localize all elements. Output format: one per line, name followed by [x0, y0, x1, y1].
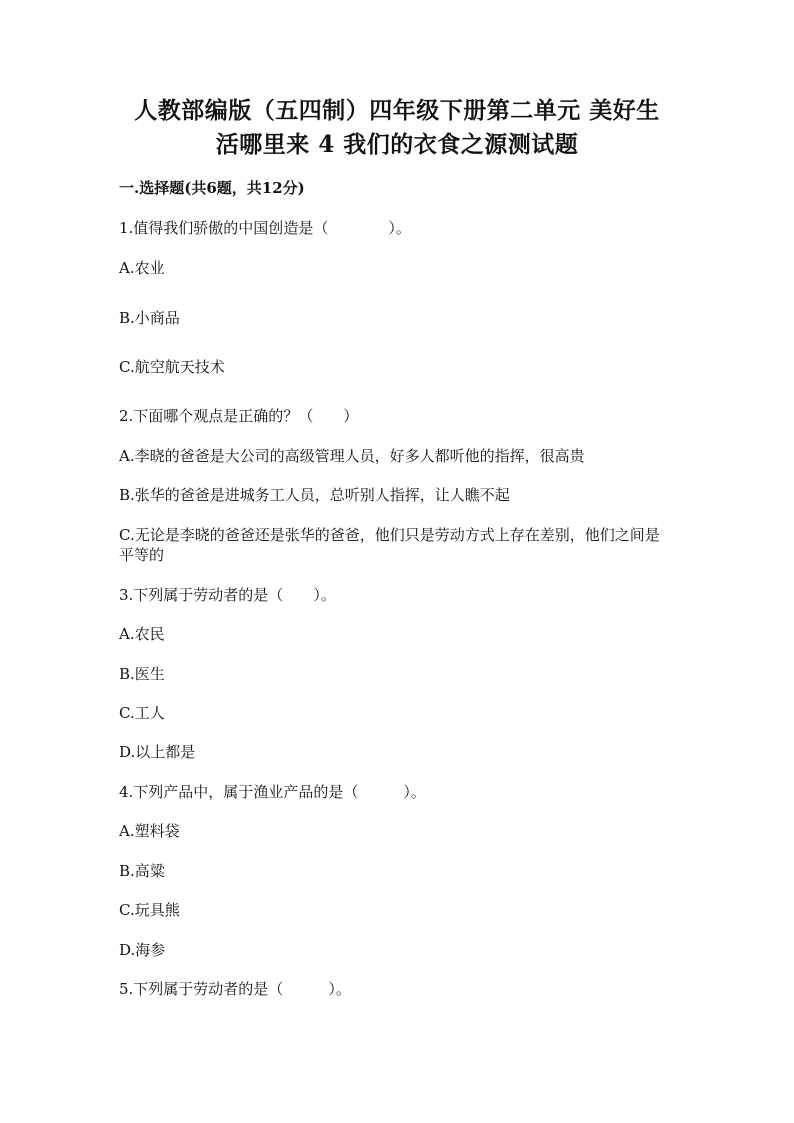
- question-4-stem: 4.下列产品中，属于渔业产品的是（ ）。: [119, 783, 426, 801]
- question-3-option-b: B.医生: [119, 665, 165, 683]
- question-4-option-d: D.海参: [119, 941, 166, 959]
- question-1-option-c: C.航空航天技术: [119, 358, 225, 376]
- question-3-stem: 3.下列属于劳动者的是（ ）。: [119, 586, 336, 604]
- question-2-option-a: A.李晓的爸爸是大公司的高级管理人员，好多人都听他的指挥，很高贵: [119, 447, 585, 465]
- question-1-stem: 1.值得我们骄傲的中国创造是（ ）。: [119, 219, 411, 237]
- question-1-option-b: B.小商品: [119, 309, 180, 327]
- question-4-option-a: A.塑料袋: [119, 822, 180, 840]
- question-3-option-c: C.工人: [119, 704, 165, 722]
- page-title-line-1: 人教部编版（五四制）四年级下册第二单元 美好生: [134, 97, 660, 124]
- question-3-option-d: D.以上都是: [119, 743, 196, 761]
- question-5-stem: 5.下列属于劳动者的是（ ）。: [119, 980, 351, 998]
- page-title-line-2: 活哪里来 4 我们的衣食之源测试题: [215, 131, 579, 158]
- question-2-stem: 2.下面哪个观点是正确的？（ ）: [119, 407, 359, 425]
- question-2-option-b: B.张华的爸爸是进城务工人员，总听别人指挥，让人瞧不起: [119, 486, 510, 504]
- question-1-option-a: A.农业: [119, 259, 165, 277]
- question-4-option-c: C.玩具熊: [119, 901, 180, 919]
- question-4-option-b: B.高粱: [119, 862, 165, 880]
- question-2-option-c: C.无论是李晓的爸爸还是张华的爸爸，他们只是劳动方式上存在差别，他们之间是平等的: [119, 526, 660, 564]
- section-heading: 一.选择题(共6题，共12分): [119, 179, 305, 197]
- question-3-option-a: A.农民: [119, 625, 165, 643]
